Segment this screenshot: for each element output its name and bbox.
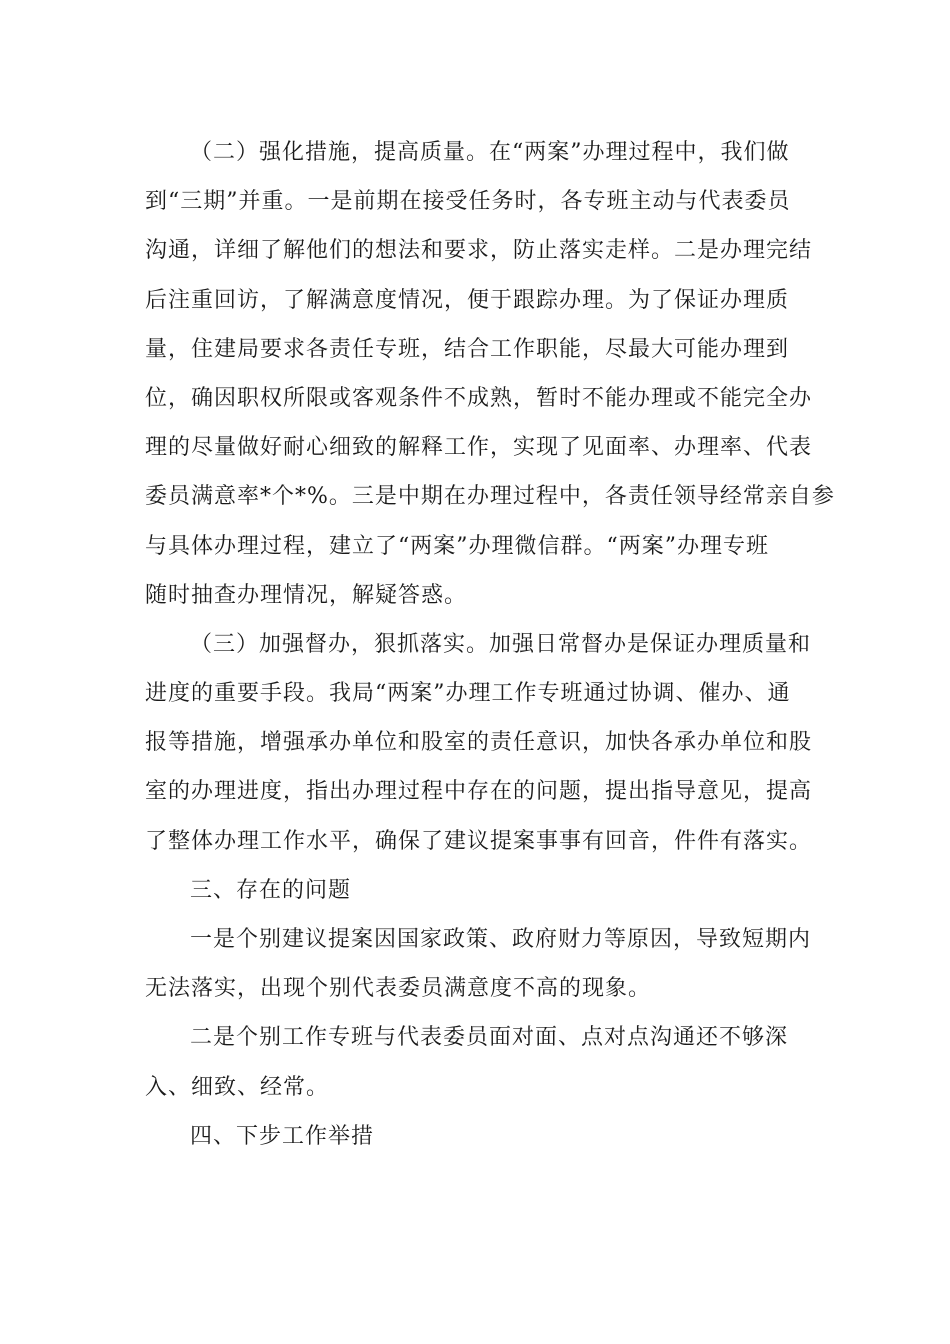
paragraph-line: 进度的重要手段。我局“两案”办理工作专班通过协调、催办、通 (145, 681, 791, 707)
paragraph-line: 无法落实，出现个别代表委员满意度不高的现象。 (145, 976, 652, 1002)
paragraph-line: 二是个别工作专班与代表委员面对面、点对点沟通还不够深 (190, 1025, 789, 1051)
paragraph-line: 了整体办理工作水平，确保了建议提案事事有回音，件件有落实。 (145, 828, 813, 854)
document-body (145, 128, 835, 1161)
paragraph-line: 委员满意率*个*%。三是中期在办理过程中，各责任领导经常亲自参 (145, 484, 835, 510)
paragraph-line: （二）强化措施，提高质量。在“两案”办理过程中，我们做 (190, 140, 790, 165)
paragraph-line: 后注重回访，了解满意度情况，便于跟踪办理。为了保证办理质 (145, 287, 790, 313)
section-heading: 三、存在的问题 (190, 877, 352, 903)
paragraph-line: 位，确因职权所限或客观条件不成熟，暂时不能办理或不能完全办 (145, 385, 813, 411)
paragraph-line: 室的办理进度，指出办理过程中存在的问题，提出指导意见，提高 (145, 779, 813, 805)
paragraph-line: 理的尽量做好耐心细致的解释工作，实现了见面率、办理率、代表 (145, 435, 813, 461)
paragraph-line: 随时抽查办理情况，解疑答惑。 (145, 582, 468, 608)
paragraph-line: （三）加强督办，狠抓落实。加强日常督办是保证办理质量和 (190, 631, 812, 657)
paragraph-line: 到“三期”并重。一是前期在接受任务时，各专班主动与代表委员 (145, 189, 791, 215)
paragraph-line: 量，住建局要求各责任专班，结合工作职能，尽最大可能办理到 (145, 336, 790, 362)
paragraph-line: 一是个别建议提案因国家政策、政府财力等原因，导致短期内 (190, 927, 812, 952)
paragraph-line: 沟通，详细了解他们的想法和要求，防止落实走样。二是办理完结 (145, 238, 813, 264)
section-heading: 四、下步工作举措 (190, 1123, 375, 1149)
paragraph-line: 入、细致、经常。 (145, 1074, 330, 1100)
paragraph-line: 与具体办理过程，建立了“两案”办理微信群。“两案”办理专班 (145, 533, 769, 559)
paragraph-line: 报等措施，增强承办单位和股室的责任意识，加快各承办单位和股 (145, 730, 813, 756)
